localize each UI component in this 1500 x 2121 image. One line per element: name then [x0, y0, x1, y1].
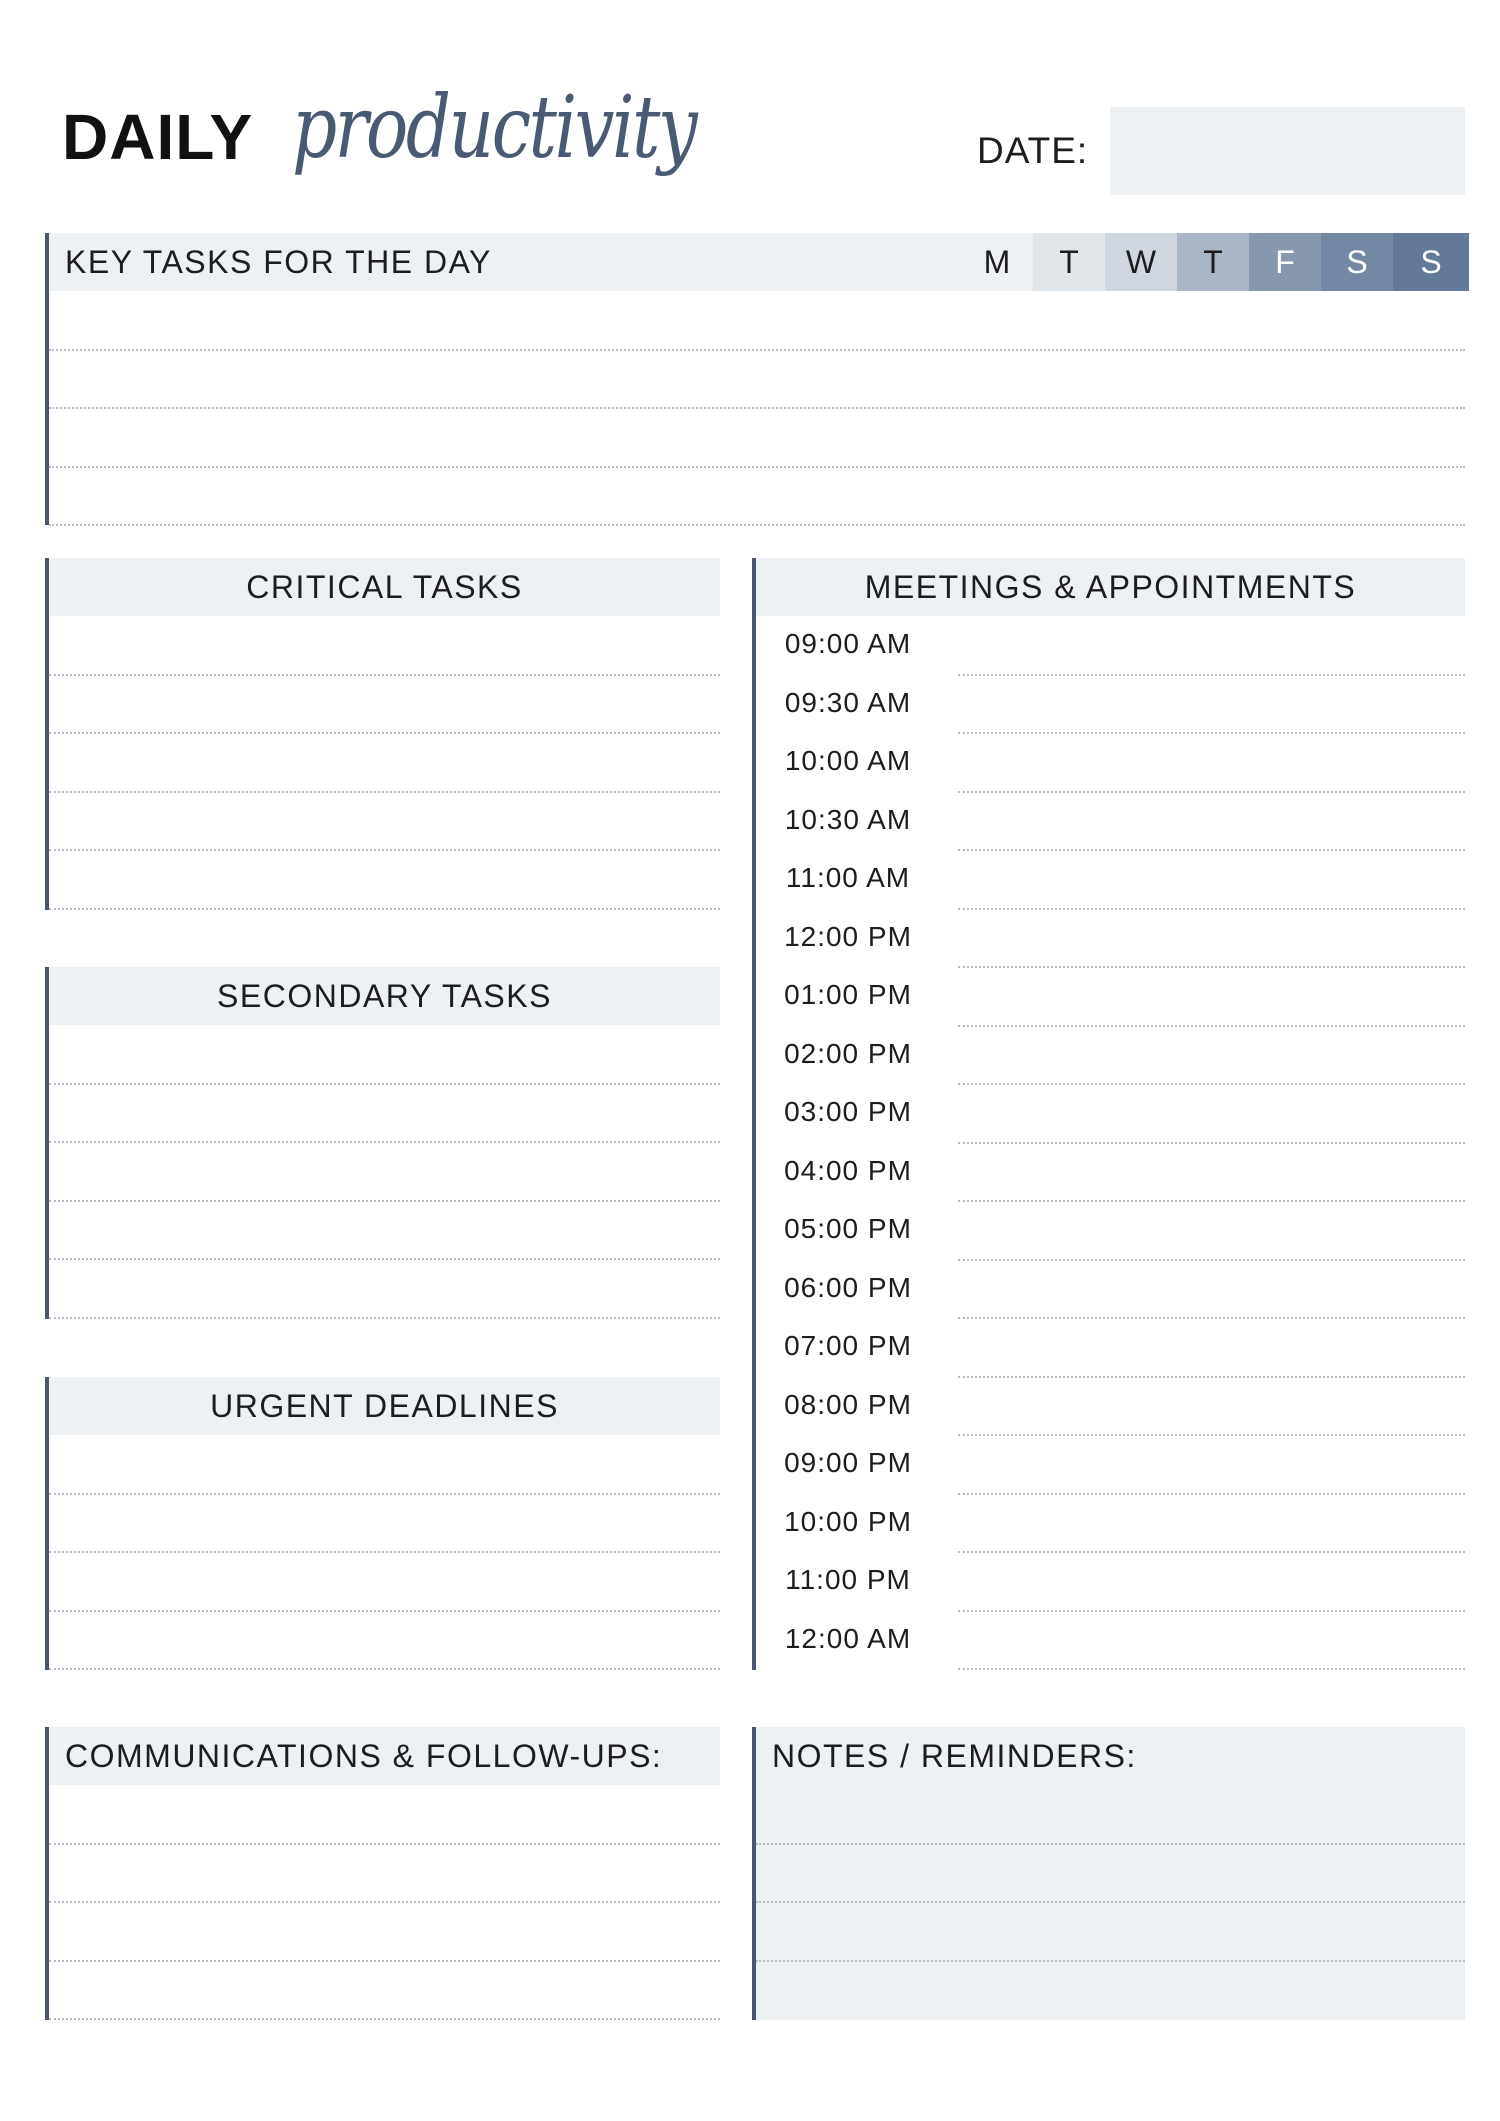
appointment-line[interactable]	[958, 1376, 1465, 1378]
day-6[interactable]: S	[1393, 233, 1469, 291]
time-slot-label: 10:00 PM	[784, 1505, 912, 1537]
time-slot-label: 09:00 PM	[784, 1447, 912, 1478]
urgent-deadlines-title: URGENT DEADLINES	[210, 1387, 559, 1424]
time-slot-label: 11:00 AM	[785, 862, 911, 893]
writing-line[interactable]	[49, 908, 720, 910]
writing-line[interactable]	[49, 1200, 720, 1202]
writing-line[interactable]	[49, 524, 1465, 526]
writing-line[interactable]	[49, 1901, 720, 1903]
title-daily: DAILY	[62, 101, 254, 173]
day-4[interactable]: F	[1249, 233, 1321, 291]
appointment-line[interactable]	[958, 791, 1465, 793]
time-slot-label: 05:00 PM	[784, 1213, 912, 1244]
day-3[interactable]: T	[1177, 233, 1249, 291]
meetings-header	[756, 558, 1465, 616]
writing-line[interactable]	[49, 2018, 720, 2020]
time-slot-label: 07:00 PM	[784, 1330, 912, 1361]
communications-section	[45, 1727, 720, 2020]
appointment-line[interactable]	[958, 1259, 1465, 1261]
writing-line[interactable]	[49, 732, 720, 734]
appointment-line[interactable]	[958, 1610, 1465, 1612]
critical-tasks-title: CRITICAL TASKS	[246, 568, 523, 605]
appointment-line[interactable]	[958, 1025, 1465, 1027]
appointment-line[interactable]	[958, 1083, 1465, 1085]
key-tasks-section	[45, 233, 1465, 525]
appointment-line[interactable]	[958, 908, 1465, 910]
key-tasks-title: KEY TASKS FOR THE DAY	[65, 243, 492, 280]
day-5[interactable]: S	[1321, 233, 1393, 291]
time-slot-label: 12:00 PM	[784, 920, 912, 952]
writing-line[interactable]	[49, 1843, 720, 1845]
writing-line[interactable]	[49, 1141, 720, 1143]
writing-line[interactable]	[49, 849, 720, 851]
writing-line[interactable]	[49, 1493, 720, 1495]
appointment-line[interactable]	[958, 732, 1465, 734]
writing-line[interactable]	[49, 1083, 720, 1085]
writing-line[interactable]	[49, 791, 720, 793]
date-field[interactable]	[1110, 107, 1465, 195]
critical-tasks-header	[49, 558, 720, 616]
secondary-tasks-section	[45, 967, 720, 1319]
appointment-line[interactable]	[958, 1200, 1465, 1202]
time-slot-label: 08:00 PM	[784, 1388, 912, 1420]
time-slot-label: 10:30 AM	[784, 803, 912, 835]
notes-title: NOTES / REMINDERS:	[772, 1737, 1137, 1774]
day-0[interactable]: M	[961, 233, 1033, 291]
time-slot-label: 02:00 PM	[784, 1037, 912, 1069]
notes-header	[756, 1727, 1465, 1785]
writing-line[interactable]	[49, 407, 1465, 409]
critical-tasks-section	[45, 558, 720, 910]
time-slot-label: 10:00 AM	[784, 745, 912, 776]
time-slot-label: 09:30 AM	[784, 686, 912, 718]
writing-line[interactable]	[756, 1960, 1465, 1962]
appointment-line[interactable]	[958, 1668, 1465, 1670]
meetings-section	[752, 558, 1465, 1670]
time-slot-label: 09:00 AM	[784, 628, 912, 659]
time-slot-label: 01:00 PM	[784, 979, 912, 1010]
time-slot-label: 11:00 PM	[785, 1564, 911, 1595]
writing-line[interactable]	[49, 1551, 720, 1553]
communications-header	[49, 1727, 720, 1785]
notes-section	[752, 1727, 1465, 2020]
time-slot-label: 12:00 AM	[784, 1622, 912, 1654]
date-label: DATE:	[977, 130, 1089, 171]
writing-line[interactable]	[49, 1610, 720, 1612]
title-productivity: productivity	[292, 78, 696, 178]
meetings-title: MEETINGS & APPOINTMENTS	[864, 568, 1357, 605]
secondary-tasks-title: SECONDARY TASKS	[217, 977, 552, 1014]
writing-line[interactable]	[756, 1843, 1465, 1845]
writing-line[interactable]	[49, 1258, 720, 1260]
writing-line[interactable]	[49, 466, 1465, 468]
appointment-line[interactable]	[958, 1493, 1465, 1495]
day-1[interactable]: T	[1033, 233, 1105, 291]
appointment-line[interactable]	[958, 1434, 1465, 1436]
urgent-deadlines-header	[49, 1377, 720, 1435]
writing-line[interactable]	[49, 1960, 720, 1962]
day-2[interactable]: W	[1105, 233, 1177, 291]
appointment-line[interactable]	[958, 674, 1465, 676]
appointment-line[interactable]	[958, 849, 1465, 851]
urgent-deadlines-section	[45, 1377, 720, 1670]
appointment-line[interactable]	[958, 966, 1465, 968]
time-slot-label: 03:00 PM	[784, 1096, 912, 1127]
writing-line[interactable]	[49, 1317, 720, 1319]
secondary-tasks-header	[49, 967, 720, 1025]
appointment-line[interactable]	[958, 1142, 1465, 1144]
appointment-line[interactable]	[958, 1317, 1465, 1319]
appointment-line[interactable]	[958, 1551, 1465, 1553]
writing-line[interactable]	[49, 349, 1465, 351]
communications-title: COMMUNICATIONS & FOLLOW-UPS:	[65, 1737, 663, 1774]
writing-line[interactable]	[49, 1668, 720, 1670]
time-slot-label: 04:00 PM	[784, 1154, 912, 1186]
writing-line[interactable]	[49, 674, 720, 676]
time-slot-label: 06:00 PM	[784, 1271, 912, 1303]
writing-line[interactable]	[756, 1901, 1465, 1903]
